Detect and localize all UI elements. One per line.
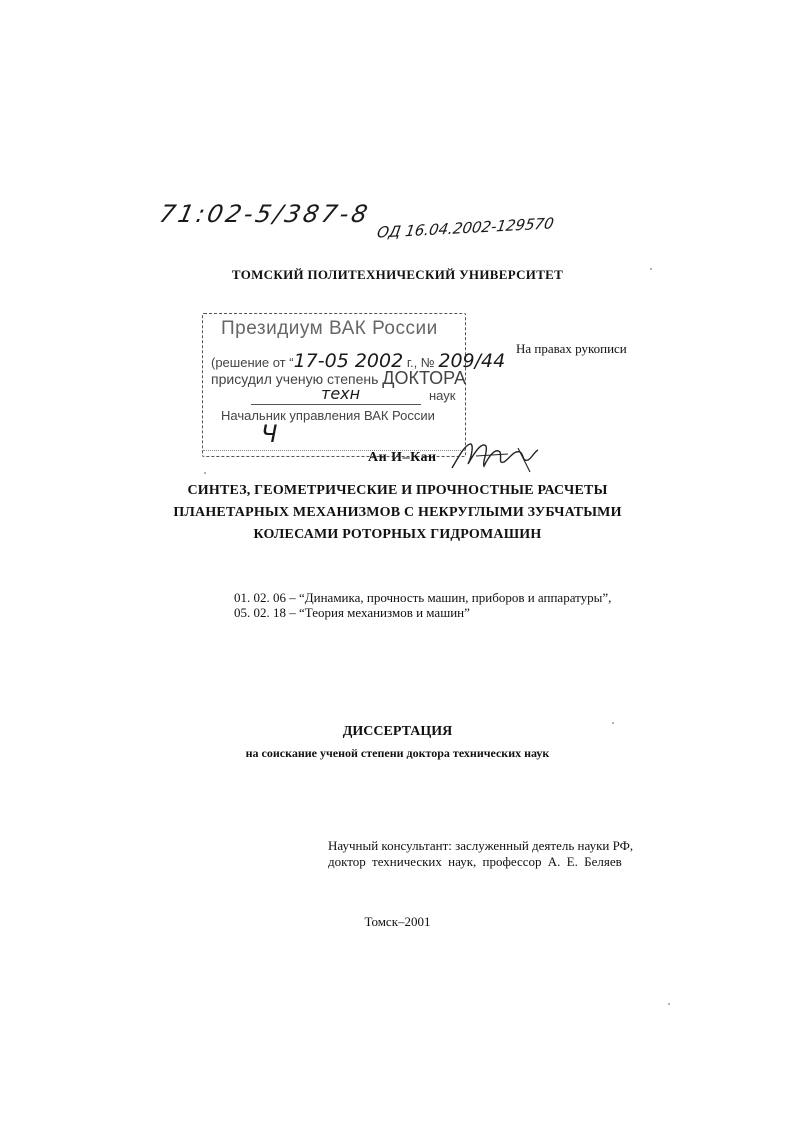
stamp-heading: Президиум ВАК России	[221, 318, 438, 339]
title-line-2: ПЛАНЕТАРНЫХ МЕХАНИЗМОВ С НЕКРУГЛЫМИ ЗУБЧАТЫМИ	[173, 505, 622, 520]
stamp-science-handwritten: техн	[321, 384, 361, 403]
scan-speck	[612, 722, 614, 724]
stamp-decision-number: 209/44	[438, 350, 506, 372]
handwritten-archive-code: 71:02-5/387-8	[157, 200, 373, 228]
author-signature	[448, 438, 543, 478]
stamp-decision-prefix: (решение от “	[211, 355, 294, 370]
title-line-3: КОЛЕСАМИ РОТОРНЫХ ГИДРОМАШИН	[253, 527, 542, 542]
title-line-1: СИНТЕЗ, ГЕОМЕТРИЧЕСКИЕ И ПРОЧНОСТНЫЕ РАСЧЕТЫ	[187, 483, 608, 498]
city-year: Томск–2001	[364, 914, 431, 929]
stamp-award-degree: ДОКТОРА	[382, 368, 466, 388]
consultant-line-1: Научный консультант: заслуженный деятель науки РФ,	[328, 838, 634, 853]
stamp-award-text: присудил ученую степень	[211, 371, 379, 387]
stamp-chief-line: Начальник управления ВАК России	[221, 408, 435, 423]
university-name: ТОМСКИЙ ПОЛИТЕХНИЧЕСКИЙ УНИВЕРСИТЕТ	[231, 267, 564, 282]
stamp-handwritten-mark: Ч	[261, 420, 278, 448]
stamp-science-suffix: наук	[429, 388, 456, 403]
specialty-line: 01. 02. 06 – “Динамика, прочность машин, приборов и аппаратуры”,	[234, 590, 612, 605]
scan-speck	[668, 1003, 670, 1005]
specialty-line: 05. 02. 18 – “Теория механизмов и машин”	[234, 605, 470, 620]
stamp-decision-date: 17-05 2002	[293, 350, 404, 372]
stamp-decision-year-suffix: г., №	[406, 355, 435, 370]
stamp-science-underline	[251, 404, 421, 405]
author-name: Ан И–Кан	[368, 450, 437, 465]
scan-speck	[650, 268, 652, 270]
handwritten-registration-note: ОД 16.04.2002-129570	[375, 214, 556, 242]
dissertation-heading: ДИССЕРТАЦИЯ	[342, 724, 453, 739]
manuscript-rights-note: На правах рукописи	[516, 341, 627, 356]
vak-stamp	[202, 313, 506, 457]
dissertation-subtitle: на соискание ученой степени доктора технических наук	[245, 746, 550, 760]
scan-speck	[204, 472, 206, 474]
consultant-line-2: доктор технических наук, профессор А. Е. Беляев	[328, 854, 622, 869]
